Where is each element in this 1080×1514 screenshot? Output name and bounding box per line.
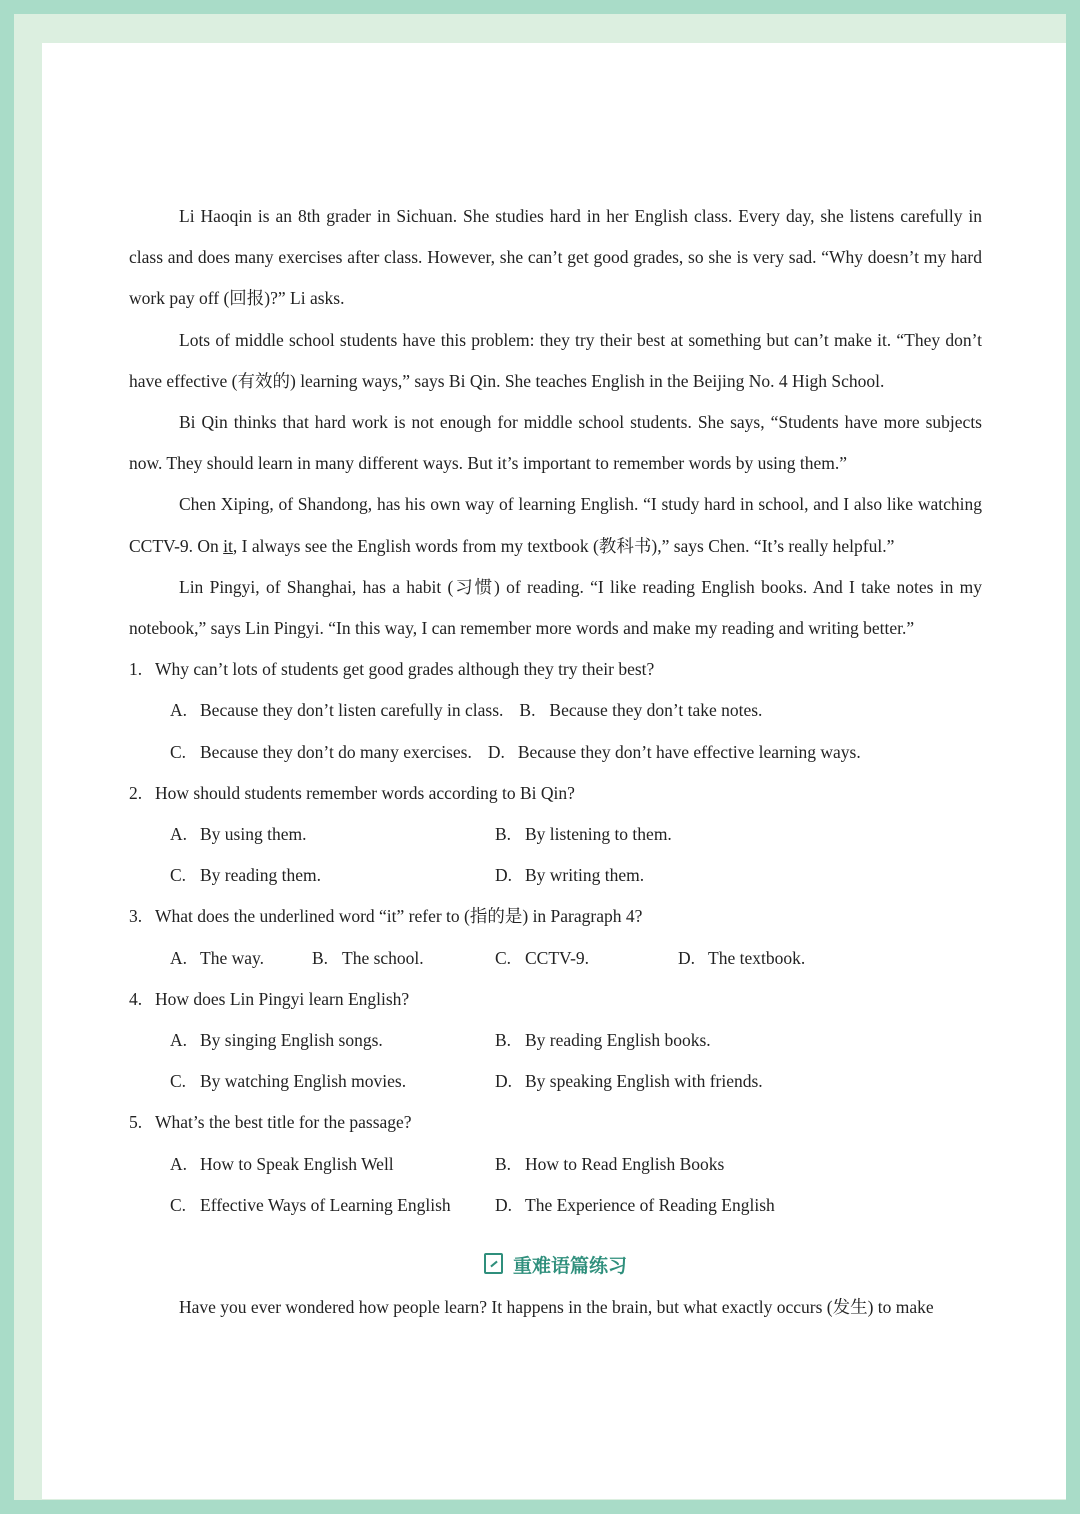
option-a[interactable] bbox=[170, 690, 503, 731]
option-text: The way. bbox=[200, 947, 264, 968]
option-letter: C. bbox=[495, 947, 512, 968]
worksheet-page bbox=[42, 43, 1066, 1499]
question-2 bbox=[129, 773, 982, 814]
option-text: Because they don’t take notes. bbox=[549, 700, 763, 721]
question-number: 5. bbox=[129, 1112, 143, 1133]
question-number: 2. bbox=[129, 782, 143, 803]
option-letter: D. bbox=[678, 947, 696, 968]
passage-paragraph-3: Bi Qin thinks that hard work is not enough for middle school students. She says, “Students have more subjects now. They should learn in many different ways. But it’s important to remember words by using them.” bbox=[129, 412, 982, 474]
option-text: Effective Ways of Learning English bbox=[200, 1194, 451, 1215]
page-frame bbox=[14, 14, 1066, 1500]
question-number: 3. bbox=[129, 906, 143, 927]
question-1 bbox=[129, 649, 982, 690]
question-text: How does Lin Pingyi learn English? bbox=[155, 988, 410, 1009]
question-number: 1. bbox=[129, 659, 143, 680]
option-letter: A. bbox=[170, 947, 188, 968]
question-4 bbox=[129, 979, 982, 1020]
option-letter: B. bbox=[495, 824, 512, 845]
option-b[interactable] bbox=[519, 690, 762, 731]
option-text: How to Speak English Well bbox=[200, 1153, 394, 1174]
option-text: CCTV-9. bbox=[525, 947, 590, 968]
option-c[interactable] bbox=[170, 732, 472, 773]
option-text: Because they don’t do many exercises. bbox=[200, 741, 472, 762]
paragraph-4-text-before: Chen Xiping, of Shandong, has his own way of learning English. “I study hard in school, and I also like watching CCTV-9. On bbox=[129, 494, 982, 556]
question-5-options-row-2 bbox=[129, 1185, 982, 1226]
next-passage-paragraph-1: Have you ever wondered how people learn? It happens in the brain, but what exactly occurs (发生) to make bbox=[179, 1297, 934, 1318]
question-4-options-row-2 bbox=[129, 1061, 982, 1102]
option-d[interactable] bbox=[488, 732, 861, 773]
option-a[interactable] bbox=[170, 814, 495, 855]
option-letter: C. bbox=[170, 741, 187, 762]
option-text: The school. bbox=[342, 947, 424, 968]
option-letter: D. bbox=[495, 1071, 513, 1092]
question-2-options-row-1 bbox=[129, 814, 982, 855]
option-text: By reading them. bbox=[200, 865, 322, 886]
option-d[interactable] bbox=[678, 938, 820, 979]
option-c[interactable] bbox=[495, 938, 678, 979]
question-2-options-row-2 bbox=[129, 855, 982, 896]
option-text: The Experience of Reading English bbox=[525, 1194, 775, 1215]
option-b[interactable] bbox=[495, 814, 672, 855]
option-text: By speaking English with friends. bbox=[525, 1071, 763, 1092]
option-a[interactable] bbox=[170, 938, 312, 979]
option-text: By watching English movies. bbox=[200, 1071, 407, 1092]
option-letter: B. bbox=[312, 947, 329, 968]
section-title: 重难语篇练习 bbox=[512, 1255, 627, 1278]
option-letter: C. bbox=[170, 1194, 187, 1215]
option-c[interactable] bbox=[170, 855, 495, 896]
underlined-word-it: it bbox=[223, 535, 233, 556]
option-text: By singing English songs. bbox=[200, 1030, 383, 1051]
option-letter: D. bbox=[495, 1194, 513, 1215]
question-number: 4. bbox=[129, 988, 143, 1009]
option-text: Because they don’t listen carefully in class. bbox=[200, 700, 504, 721]
option-letter: A. bbox=[170, 824, 188, 845]
option-c[interactable] bbox=[170, 1185, 495, 1226]
option-letter: B. bbox=[495, 1153, 512, 1174]
option-text: The textbook. bbox=[708, 947, 806, 968]
option-letter: B. bbox=[519, 700, 536, 721]
option-a[interactable] bbox=[170, 1020, 495, 1061]
option-b[interactable] bbox=[495, 1144, 724, 1185]
option-c[interactable] bbox=[170, 1061, 495, 1102]
option-text: By listening to them. bbox=[525, 824, 672, 845]
question-5 bbox=[129, 1102, 982, 1143]
option-d[interactable] bbox=[495, 855, 644, 896]
passage-paragraph-4 bbox=[129, 484, 982, 566]
option-letter: C. bbox=[170, 1071, 187, 1092]
option-text: Because they don’t have effective learning ways. bbox=[517, 741, 861, 762]
option-text: By writing them. bbox=[525, 865, 645, 886]
option-letter: A. bbox=[170, 700, 188, 721]
option-letter: A. bbox=[170, 1030, 188, 1051]
question-text: What’s the best title for the passage? bbox=[155, 1112, 412, 1133]
option-b[interactable] bbox=[495, 1020, 711, 1061]
passage-paragraph-2: Lots of middle school students have this problem: they try their best at something but can’t make it. “They don’t have effective (有效的) learning ways,” says Bi Qin. She teaches English in the Beijing No. 4 High School. bbox=[129, 329, 982, 391]
question-text: What does the underlined word “it” refer to (指的是) in Paragraph 4? bbox=[155, 906, 643, 927]
question-1-options-row-1 bbox=[129, 690, 982, 731]
edit-note-icon bbox=[484, 1253, 503, 1274]
section-heading bbox=[129, 1246, 982, 1287]
option-b[interactable] bbox=[312, 938, 495, 979]
option-letter: C. bbox=[170, 865, 187, 886]
option-d[interactable] bbox=[495, 1061, 763, 1102]
question-4-options-row-1 bbox=[129, 1020, 982, 1061]
worksheet-content bbox=[129, 196, 982, 1328]
paragraph-4-text-after: , I always see the English words from my textbook (教科书),” says Chen. “It’s really helpful.” bbox=[232, 535, 895, 556]
option-text: By using them. bbox=[200, 824, 307, 845]
question-text: How should students remember words according to Bi Qin? bbox=[155, 782, 575, 803]
question-text: Why can’t lots of students get good grades although they try their best? bbox=[155, 659, 655, 680]
question-1-options-row-2 bbox=[129, 732, 982, 773]
option-letter: B. bbox=[495, 1030, 512, 1051]
option-letter: A. bbox=[170, 1153, 188, 1174]
option-letter: D. bbox=[495, 865, 513, 886]
passage-paragraph-1: Li Haoqin is an 8th grader in Sichuan. She studies hard in her English class. Every day, she listens carefully in class and does many exercises after class. However, she can’t get good grades, so she is very sad. “Why doesn’t my hard work pay off (回报)?” Li asks. bbox=[129, 206, 982, 309]
question-5-options-row-1 bbox=[129, 1144, 982, 1185]
option-text: By reading English books. bbox=[525, 1030, 711, 1051]
question-3-options-row bbox=[129, 938, 982, 979]
question-3 bbox=[129, 896, 982, 937]
option-letter: D. bbox=[487, 741, 505, 762]
passage-paragraph-5: Lin Pingyi, of Shanghai, has a habit (习惯) of reading. “I like reading English books. And I take notes in my notebook,” says Lin Pingyi. “In this way, I can remember more words and make my reading and writing better.” bbox=[129, 576, 982, 639]
option-a[interactable] bbox=[170, 1144, 495, 1185]
option-d[interactable] bbox=[495, 1185, 775, 1226]
option-text: How to Read English Books bbox=[525, 1153, 725, 1174]
